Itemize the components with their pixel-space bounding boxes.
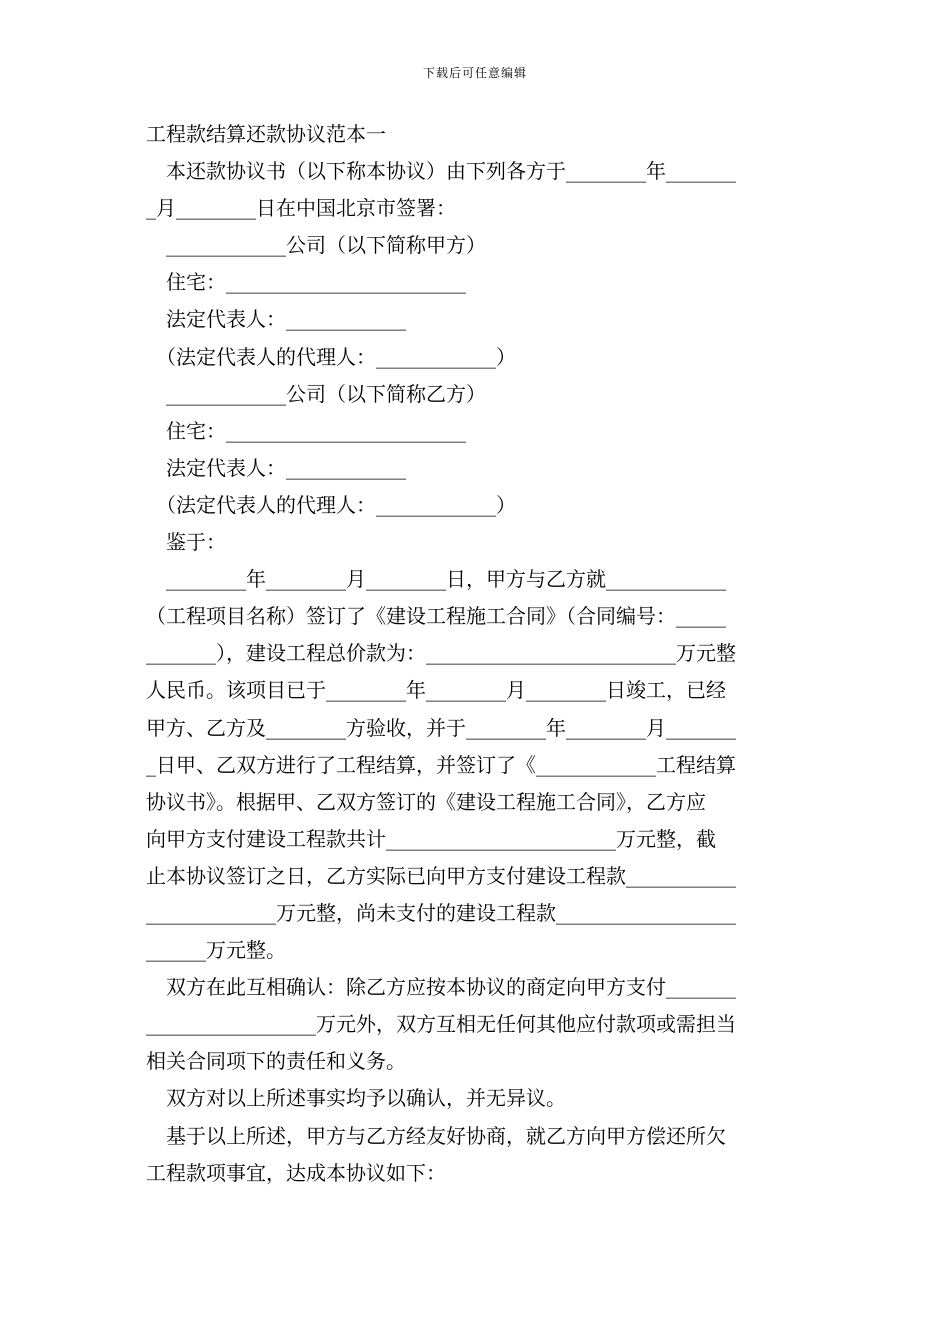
party-b-agent-line: （法定代表人的代理人：____________） (156, 492, 516, 517)
text-line: 止本协议签订之日，乙方实际已向甲方支付建设工程款___________ (146, 863, 736, 888)
text-line: 工程款项事宜，达成本协议如下： (146, 1160, 446, 1185)
agreement-document (146, 116, 810, 1192)
text-line: 双方在此互相确认：除乙方应按本协议的商定向甲方支付_______ (166, 975, 736, 1000)
party-b-representative-line: 法定代表人：____________ (166, 455, 406, 480)
party-a-agent-line: （法定代表人的代理人：____________） (156, 344, 516, 369)
text-line: 向甲方支付建设工程款共计_______________________万元整，截 (146, 826, 716, 851)
text-line: 相关合同项下的责任和义务。 (146, 1049, 406, 1074)
party-a-address-line: 住宅：________________________ (166, 270, 466, 295)
text-line: _______），建设工程总价款为：_________________________万元整 (146, 641, 736, 666)
text-line: 双方对以上所述事实均予以确认，并无异议。 (166, 1086, 566, 1111)
party-b-company-line: ____________公司（以下简称乙方） (166, 381, 486, 406)
text-line: 甲方、乙方及________方验收，并于________年________月_______ (146, 715, 736, 740)
text-line: _____________万元整，尚未支付的建设工程款__________________ (146, 900, 736, 925)
text-line: _________________万元外，双方互相无任何其他应付款项或需担当 (146, 1012, 736, 1037)
text-line: 基于以上所述，甲方与乙方经友好协商，就乙方向甲方偿还所欠 (166, 1123, 726, 1148)
text-line: 本还款协议书（以下称本协议）由下列各方于________年_______ (166, 159, 736, 184)
text-line: ________年________月________日，甲方与乙方就____________ (166, 567, 726, 592)
text-line: （工程项目名称）签订了《建设工程施工合同》（合同编号：_____ (146, 604, 726, 629)
text-line: _月________日在中国北京市签署： (146, 196, 456, 221)
page-header-note: 下载后可任意编辑 (422, 66, 527, 80)
whereas-heading: 鉴于： (166, 530, 226, 555)
party-b-address-line: 住宅：________________________ (166, 418, 466, 443)
party-a-representative-line: 法定代表人：____________ (166, 307, 406, 332)
text-line: ______万元整。 (146, 938, 286, 963)
text-line: _日甲、乙双方进行了工程结算，并签订了《____________工程结算 (146, 752, 736, 777)
text-line: 人民币。该项目已于________年________月________日竣工，已经 (146, 678, 726, 703)
party-a-company-line: ____________公司（以下简称甲方） (166, 233, 486, 258)
text-line: 协议书》。根据甲、乙双方签订的《建设工程施工合同》，乙方应 (146, 789, 706, 814)
document-title: 工程款结算还款协议范本一 (146, 122, 386, 146)
